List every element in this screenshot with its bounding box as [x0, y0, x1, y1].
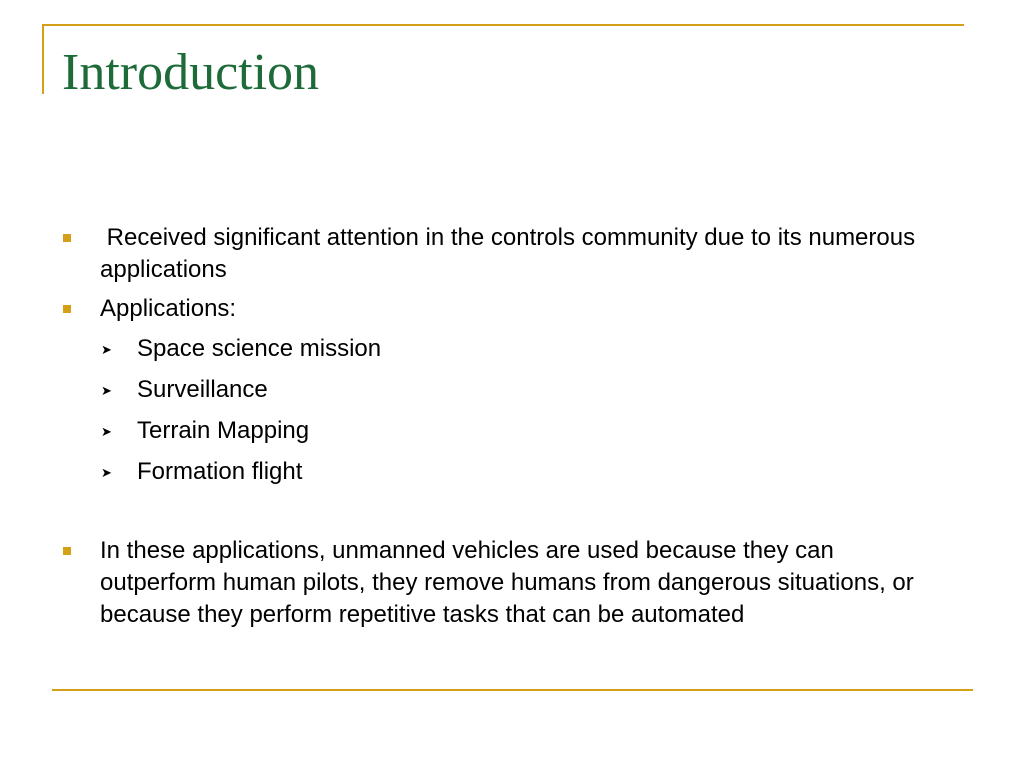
arrow-bullet-icon: ➤ [101, 466, 112, 481]
sub-bullet-item [101, 374, 937, 406]
bullet-text: Received significant attention in the controls community due to its numerous applications [100, 224, 922, 283]
frame-bottom-rule [52, 689, 973, 691]
arrow-bullet-icon: ➤ [101, 425, 112, 440]
bullet-item [100, 222, 950, 286]
sub-bullet-item [101, 333, 937, 365]
sub-bullet-item [101, 415, 937, 447]
arrow-bullet-icon: ➤ [101, 384, 112, 399]
sub-bullet-text: Terrain Mapping [137, 417, 310, 444]
square-bullet-icon [63, 547, 71, 555]
slide-title: Introduction [62, 44, 320, 101]
sub-bullet-text: Surveillance [137, 376, 268, 403]
bullet-item [100, 535, 950, 631]
sub-bullet-text: Formation flight [137, 458, 303, 485]
bullet-item [100, 293, 950, 325]
arrow-bullet-icon: ➤ [101, 343, 112, 358]
bullet-text: Applications: [100, 295, 237, 322]
sub-bullet-text: Space science mission [137, 335, 382, 362]
sub-bullet-item [101, 456, 937, 488]
square-bullet-icon [63, 234, 71, 242]
square-bullet-icon [63, 305, 71, 313]
bullet-text: In these applications, unmanned vehicles are used because they can outperform human pilots, they remove humans from dangerous situations, or because they perform repetitive tasks that can be automated [100, 537, 914, 628]
